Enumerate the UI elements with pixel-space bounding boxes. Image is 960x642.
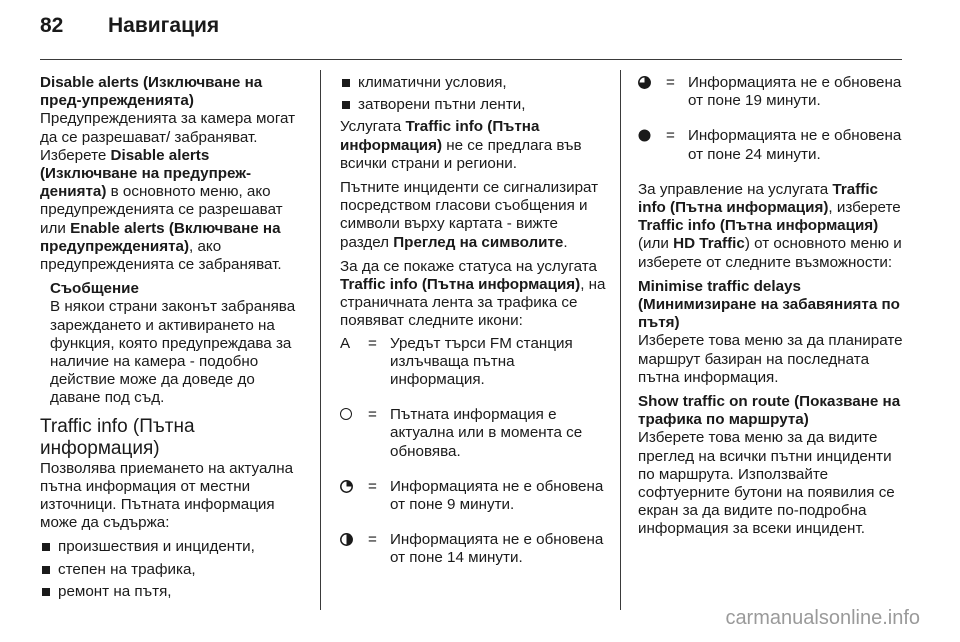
list-item [40,583,305,601]
incidents-paragraph [340,179,608,252]
icon-wrapper [638,127,666,163]
status-text: Информацията не е обновена от поне 9 минути. [390,477,604,514]
header-divider [40,59,902,60]
full-circle-icon [638,129,651,142]
column-3 [638,74,906,545]
traffic-info-intro: Позволява приемането на актуална пътна информация от местни източници. Пътната информация може да съдържа: [40,459,294,532]
equals-sign: = [368,531,377,549]
bullet-icon [342,101,350,109]
status-text: Уредът търси FM станция излъчваща пътна информация. [390,334,573,389]
status-text: Информацията не е обновена от поне 19 минути. [688,74,902,110]
text-span: За да се покаже статуса на услугата [340,257,597,275]
list-item-text: затворени пътни ленти, [358,96,526,114]
text-span: Изберете това меню за да видите преглед на всички пътни инциденти по маршрута. Използвайте софтуерните бутони на появилия се екран за да видите по-подробна информация за всеки инцидент. [638,429,895,538]
watermark: carmanualsonline.info [725,607,920,629]
bullet-icon [342,79,350,87]
list-item-text: произшествия и инциденти, [58,538,255,556]
text-span: , ако предупрежденията се забраняват. [40,237,282,274]
text-span: не се предлага във всички страни и региони. [340,136,582,172]
list-item-text: климатични условия, [358,74,507,91]
text-span: . [563,233,568,251]
page-title: Навигация [108,14,220,37]
disable-alerts-heading: Disable alerts (Изключване на пред‐упрежденията) [40,74,263,110]
menu-option-text: Traffic info (Пътна информация) [638,180,878,217]
status-row-current [340,406,608,461]
bullet-icon [42,566,50,574]
text-span: в основното меню, ако предупрежденията се разрешават или [40,183,283,237]
column-2 [340,74,608,585]
manage-service-paragraph [638,181,906,272]
text-span: За управление на услугата [638,180,833,198]
status-row-24-min [638,127,906,163]
list-item-text: степен на трафика, [58,560,196,578]
quarter-circle-icon [340,480,353,493]
text-span: Предупрежденията за камера могат да се разрешават/ забраняват. Изберете [40,110,296,164]
text-span: , на страничната лента за трафика се появяват следните икони: [340,276,606,330]
text-span: Услугата [340,118,406,136]
column-1 [40,74,305,605]
text-span: Изберете това меню за да планирате маршрут базиран на последната пътна информация. [638,332,903,386]
status-text: Информацията не е обновена от поне 14 минути. [390,531,604,567]
status-text: Пътната информация е актуална или в момента се обновява. [390,406,583,460]
note-box [40,280,305,407]
column-divider-1 [320,70,321,610]
menu-option-text: HD Traffic [673,235,745,253]
menu-option-text: Traffic info (Пътна информация) [340,276,581,294]
show-traffic-heading: Show traffic on route (Показване на трафика по маршрута) [638,393,901,429]
column-divider-2 [620,70,621,610]
page-header [40,14,920,50]
icon-wrapper [340,406,368,461]
list-item [40,561,305,579]
bullet-icon [42,543,50,551]
empty-circle-icon [340,408,352,420]
text-span: Пътните инциденти се сигнализират посредством гласови съобщения и символи върху картата - вижте раздел [340,179,599,251]
note-text: В някои страни законът забранява зареждането и активирането на функция, която предупреждава за наличие на камера - подобно действие може да доведе до даване под съд. [50,298,296,407]
text-span: ) от основното меню и изберете от следните възможности: [638,235,902,271]
page-number: 82 [40,14,64,37]
menu-option-text: Traffic info (Пътна информация) [638,217,879,235]
show-traffic-paragraph [638,393,906,539]
equals-sign: = [666,74,675,91]
status-row-14-min [340,531,608,567]
section-heading-traffic-info: Traffic info (Пътна информация) [40,415,195,459]
status-paragraph [340,258,608,331]
menu-option-text: Disable alerts (Изключване на предупреж‐денията) [40,146,252,201]
list-item [340,74,608,92]
icon-wrapper [340,478,368,514]
minimise-delays-paragraph [638,278,906,387]
text-span: , изберете [828,199,901,217]
menu-option-text: Traffic info (Пътна информация) [340,118,540,154]
menu-option-text: Enable alerts (Включване на предупрежденията) [40,219,281,255]
list-item-text: ремонт на пътя, [58,582,172,600]
icon-wrapper [340,531,368,567]
bullet-icon [42,588,50,596]
letter-a-icon: A [340,334,351,352]
availability-paragraph [340,118,608,173]
icon-wrapper [638,74,666,110]
disable-alerts-paragraph [40,74,305,274]
equals-sign: = [368,406,377,424]
status-row-searching [340,335,608,390]
note-title: Съобщение [50,280,139,298]
equals-sign: = [368,334,377,352]
section-reference: Преглед на символите [393,233,564,251]
status-text: Информацията не е обновена от поне 24 минути. [688,127,902,163]
status-row-9-min [340,478,608,514]
status-row-19-min [638,74,906,110]
minimise-delays-heading: Minimise traffic delays (Минимизиране на забавянията по пътя) [638,277,900,332]
half-circle-icon [340,533,353,546]
list-item [340,96,608,114]
text-span: (или [638,235,674,253]
equals-sign: = [666,127,675,145]
list-item [40,538,305,556]
three-quarter-circle-icon [638,76,651,89]
equals-sign: = [368,477,377,495]
